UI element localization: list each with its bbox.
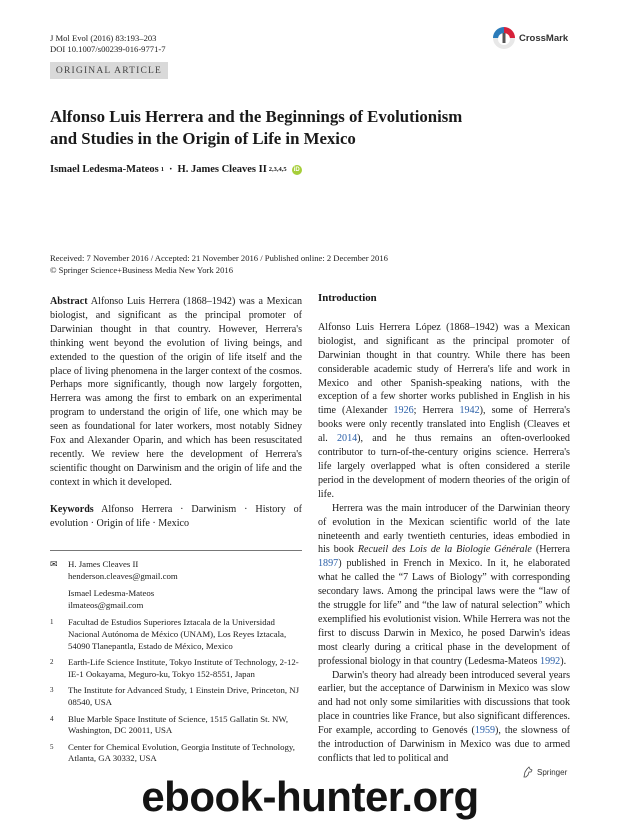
doi[interactable]: DOI 10.1007/s00239-016-9771-7	[50, 44, 166, 54]
contact-name: Ismael Ledesma-Mateos	[68, 588, 155, 599]
affiliation-text: The Institute for Advanced Study, 1 Einstein Drive, Princeton, NJ 08540, USA	[68, 685, 300, 707]
author-list	[50, 164, 302, 175]
citation-link[interactable]: 2014	[336, 433, 358, 445]
abstract	[50, 295, 302, 490]
affiliation	[50, 657, 302, 680]
article-type-label: ORIGINAL ARTICLE	[55, 65, 163, 76]
affiliation-number: 1	[50, 618, 54, 627]
journal-citation: J Mol Evol (2016) 83:193–203	[50, 33, 157, 43]
intro-paragraph-1: Alfonso Luis Herrera López (1868–1942) was a Mexican biologist, and significant as the principal promoter of Darwinian thought in that country. While there has been considerable academic study of Herrera's life and work in Mexico and other Spanish-speaking nations, with the exception of a few shorter works published in English in his time (Alexander 1926; Herrera 1942), some of Herrera's books were only recently translated into English (Cleaves et al. 2014), and he thus remains an often-overlooked contributor to turn-of-the-century origins science. Herrera's life largely overlapped what is often considered a sterile period in the development of modern theories of the origin of life.	[318, 321, 570, 500]
orcid-icon[interactable]: iD	[293, 166, 300, 173]
affiliation-number: 2	[50, 658, 54, 667]
article-title	[50, 106, 570, 150]
left-column	[50, 295, 302, 531]
affiliation	[50, 617, 302, 652]
citation-link[interactable]: 1992	[540, 655, 561, 667]
author-affiliation-sup: 2,3,4,5	[268, 166, 287, 173]
contact-name: H. James Cleaves II	[68, 559, 139, 569]
author-name[interactable]: H. James Cleaves II	[177, 164, 267, 175]
affiliation-number: 3	[50, 686, 54, 695]
affiliation-number: 5	[50, 742, 54, 751]
abstract-text: Alfonso Luis Herrera (1868–1942) was a Mexican biologist, and significant as the principal promoter of Darwinian thought in that country. However, Herrera's thinking went beyond the evolution of living beings, and extended to the question of the origin of life itself and the place of living phenomena in the larger context of the cosmos. Perhaps more significantly, though now largely forgotten, Herrera was among the first to embark on an experimental program to understand the origin of life, one which may be seen as foundational for later workers, most notably Sidney Fox and Alexander Oparin, and which has been resuscitated recently. We review here the development of Herrera's scientific thought on Darwinism and the origin of life and the context in which it developed.	[50, 296, 302, 488]
correspondence-block	[50, 550, 302, 770]
introduction-heading: Introduction	[318, 292, 377, 304]
author-affiliation-sup: 1	[160, 166, 165, 173]
intro-paragraph-2: Herrera was the main introducer of the Darwinian theory of evolution in the Mexican scientific world of the late nineteenth and early twentieth centuries, ideas embodied in his book Recueil des Lois de la Biologie Générale (Herrera 1897) published in French in Mexico. In it, he elaborated what he called the “7 Laws of Biology” with corresponding secondary laws. Among the principal laws were the “law of the struggle for life” and “the law of natural selection” which exemplified his evolutionist vision. While Herrera was not the first to discuss Darwin in Mexico, he posed Darwin's ideas most clearly during a critical phase in the development of professional biology in that country (Ledesma-Mateos 1992).	[318, 502, 571, 667]
envelope-icon: ✉	[50, 559, 58, 569]
contact-email[interactable]: ilmateos@gmail.com	[68, 599, 144, 610]
history-dates: Received: 7 November 2016 / Accepted: 21 November 2016 / Published online: 2 December 2016	[50, 253, 388, 263]
affiliation-text: Facultad de Estudios Superiores Iztacala de la Universidad Nacional Autónoma de México (UNAM), Los Reyes Iztacala, 54090 Tlanepantla, Estado de México, Mexico	[68, 617, 287, 651]
citation-link[interactable]: 1926	[393, 405, 414, 417]
contact-entry	[50, 588, 302, 611]
article-type-banner	[50, 62, 168, 79]
book-title: Recueil des Lois de la Biologie Générale	[357, 544, 532, 556]
author-separator: ·	[169, 164, 173, 175]
title-line-2: and Studies in the Origin of Life in Mexico	[50, 129, 356, 148]
citation-link[interactable]: 1942	[459, 405, 480, 417]
keywords	[50, 503, 302, 531]
affiliation-text: Center for Chemical Evolution, Georgia Institute of Technology, Atlanta, GA 30332, USA	[68, 741, 295, 764]
right-column	[318, 292, 570, 766]
keywords-label: Keywords	[50, 503, 94, 515]
author-name[interactable]: Ismael Ledesma-Mateos	[50, 164, 159, 175]
copyright: © Springer Science+Business Media New York 2016	[50, 265, 233, 275]
keywords-text: Alfonso Herrera · Darwinism · History of evolution · Origin of life · Mexico	[50, 503, 302, 529]
crossmark-label: CrossMark	[519, 32, 569, 44]
watermark: ebook-hunter.org	[141, 773, 479, 820]
abstract-label: Abstract	[50, 296, 88, 307]
affiliation	[50, 714, 302, 737]
title-line-1: Alfonso Luis Herrera and the Beginnings of Evolutionism	[50, 107, 463, 126]
affiliation	[50, 742, 302, 765]
contact-email[interactable]: henderson.cleaves@gmail.com	[68, 570, 178, 581]
publisher-name: Springer	[537, 767, 568, 777]
affiliation-text: Blue Marble Space Institute of Science, 1515 Gallatin St. NW, Washington, DC 20011, USA	[68, 713, 289, 736]
journal-meta	[50, 33, 166, 55]
publication-dates	[50, 252, 388, 276]
crossmark-badge[interactable]	[492, 26, 568, 50]
affiliation-number: 4	[50, 714, 54, 723]
affiliation-text: Earth-Life Science Institute, Tokyo Institute of Technology, 2-12-IE-1 Ookayama, Meguro-ku, Tokyo 152-8551, Japan	[68, 657, 299, 679]
crossmark-icon	[492, 26, 516, 50]
intro-paragraph-3: Darwin's theory had already been introduced several years earlier, but the acceptance of Darwinism in Mexico was slow and had not only some similarities with discussions that took place in countries like France, but also significant differences. For example, according to Genovés (1959), the slowness of the introduction of Darwinism in Mexico was due to armed conflicts that led to political and	[318, 669, 570, 764]
affiliation	[50, 685, 302, 708]
contact-entry	[50, 559, 302, 582]
citation-link[interactable]: 1959	[474, 725, 496, 737]
citation-link[interactable]: 1897	[318, 558, 339, 570]
